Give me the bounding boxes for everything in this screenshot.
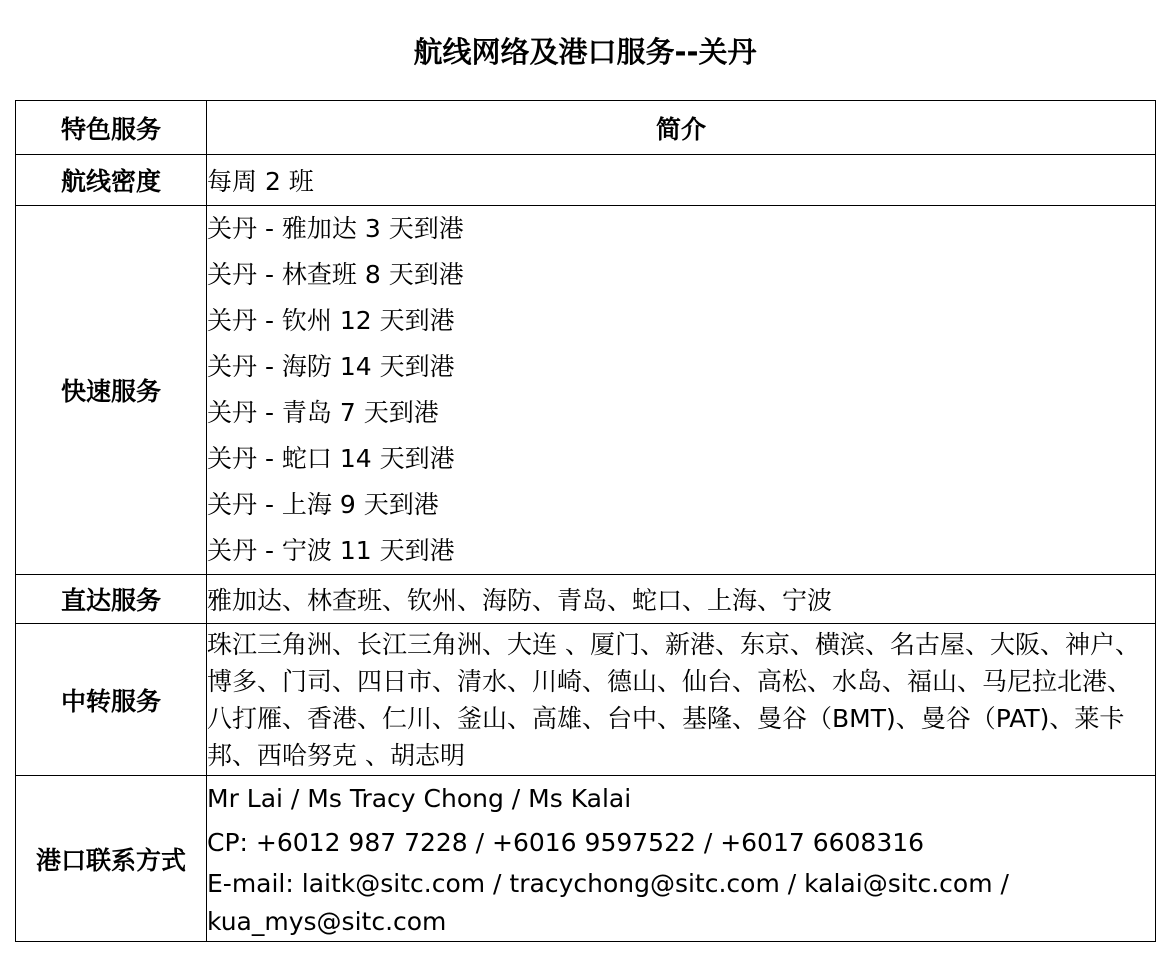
list-item: 关丹 - 青岛 7 天到港 — [207, 398, 439, 427]
port-contact-label: 港口联系方式 — [16, 776, 207, 942]
table-row — [16, 206, 1156, 575]
list-item: 关丹 - 林查班 8 天到港 — [207, 260, 464, 289]
page-title: 航线网络及港口服务--关丹 — [413, 35, 757, 69]
table-header-row — [16, 101, 1156, 155]
header-feature-cell: 特色服务 — [16, 101, 207, 155]
table-row — [16, 624, 1156, 776]
fast-service-label: 快速服务 — [16, 206, 207, 575]
list-item: 关丹 - 上海 9 天到港 — [207, 490, 439, 519]
list-item: 关丹 - 钦州 12 天到港 — [207, 306, 455, 335]
transit-service-label: 中转服务 — [16, 624, 207, 776]
contact-email: E-mail: laitk@sitc.com / tracychong@sitc.com / kalai@sitc.com / kua_mys@sitc.com — [207, 868, 1009, 936]
density-value: 每周 2 班 — [207, 155, 1156, 206]
transit-service-cell — [207, 624, 1156, 776]
table-row — [16, 575, 1156, 624]
table-row — [16, 155, 1156, 206]
header-intro-cell: 简介 — [207, 101, 1156, 155]
table-row — [16, 776, 1156, 942]
density-label: 航线密度 — [16, 155, 207, 206]
transit-service-value: 珠江三角洲、长江三角洲、大连 、厦门、新港、东京、横滨、名古屋、大阪、神户、博多、门司、四日市、清水、川崎、德山、仙台、高松、水岛、福山、马尼拉北港、八打雁、香港、仁川、釜山、高雄、台中、基隆、曼谷（BMT)、曼谷（PAT)、莱卡邦、西哈努克 、胡志明 — [207, 629, 1140, 770]
direct-service-value: 雅加达、林查班、钦州、海防、青岛、蛇口、上海、宁波 — [207, 575, 1156, 624]
service-table — [15, 100, 1156, 942]
port-contact-cell — [207, 776, 1156, 942]
direct-service-label: 直达服务 — [16, 575, 207, 624]
list-item: 关丹 - 雅加达 3 天到港 — [207, 214, 464, 243]
list-item: 关丹 - 宁波 11 天到港 — [207, 536, 455, 565]
contact-phone: CP: +6012 987 7228 / +6016 9597522 / +6017 6608316 — [207, 827, 925, 857]
list-item: 关丹 - 蛇口 14 天到港 — [207, 444, 455, 473]
contact-names: Mr Lai / Ms Tracy Chong / Ms Kalai — [207, 783, 632, 813]
fast-service-list — [207, 206, 1156, 575]
list-item: 关丹 - 海防 14 天到港 — [207, 352, 455, 381]
